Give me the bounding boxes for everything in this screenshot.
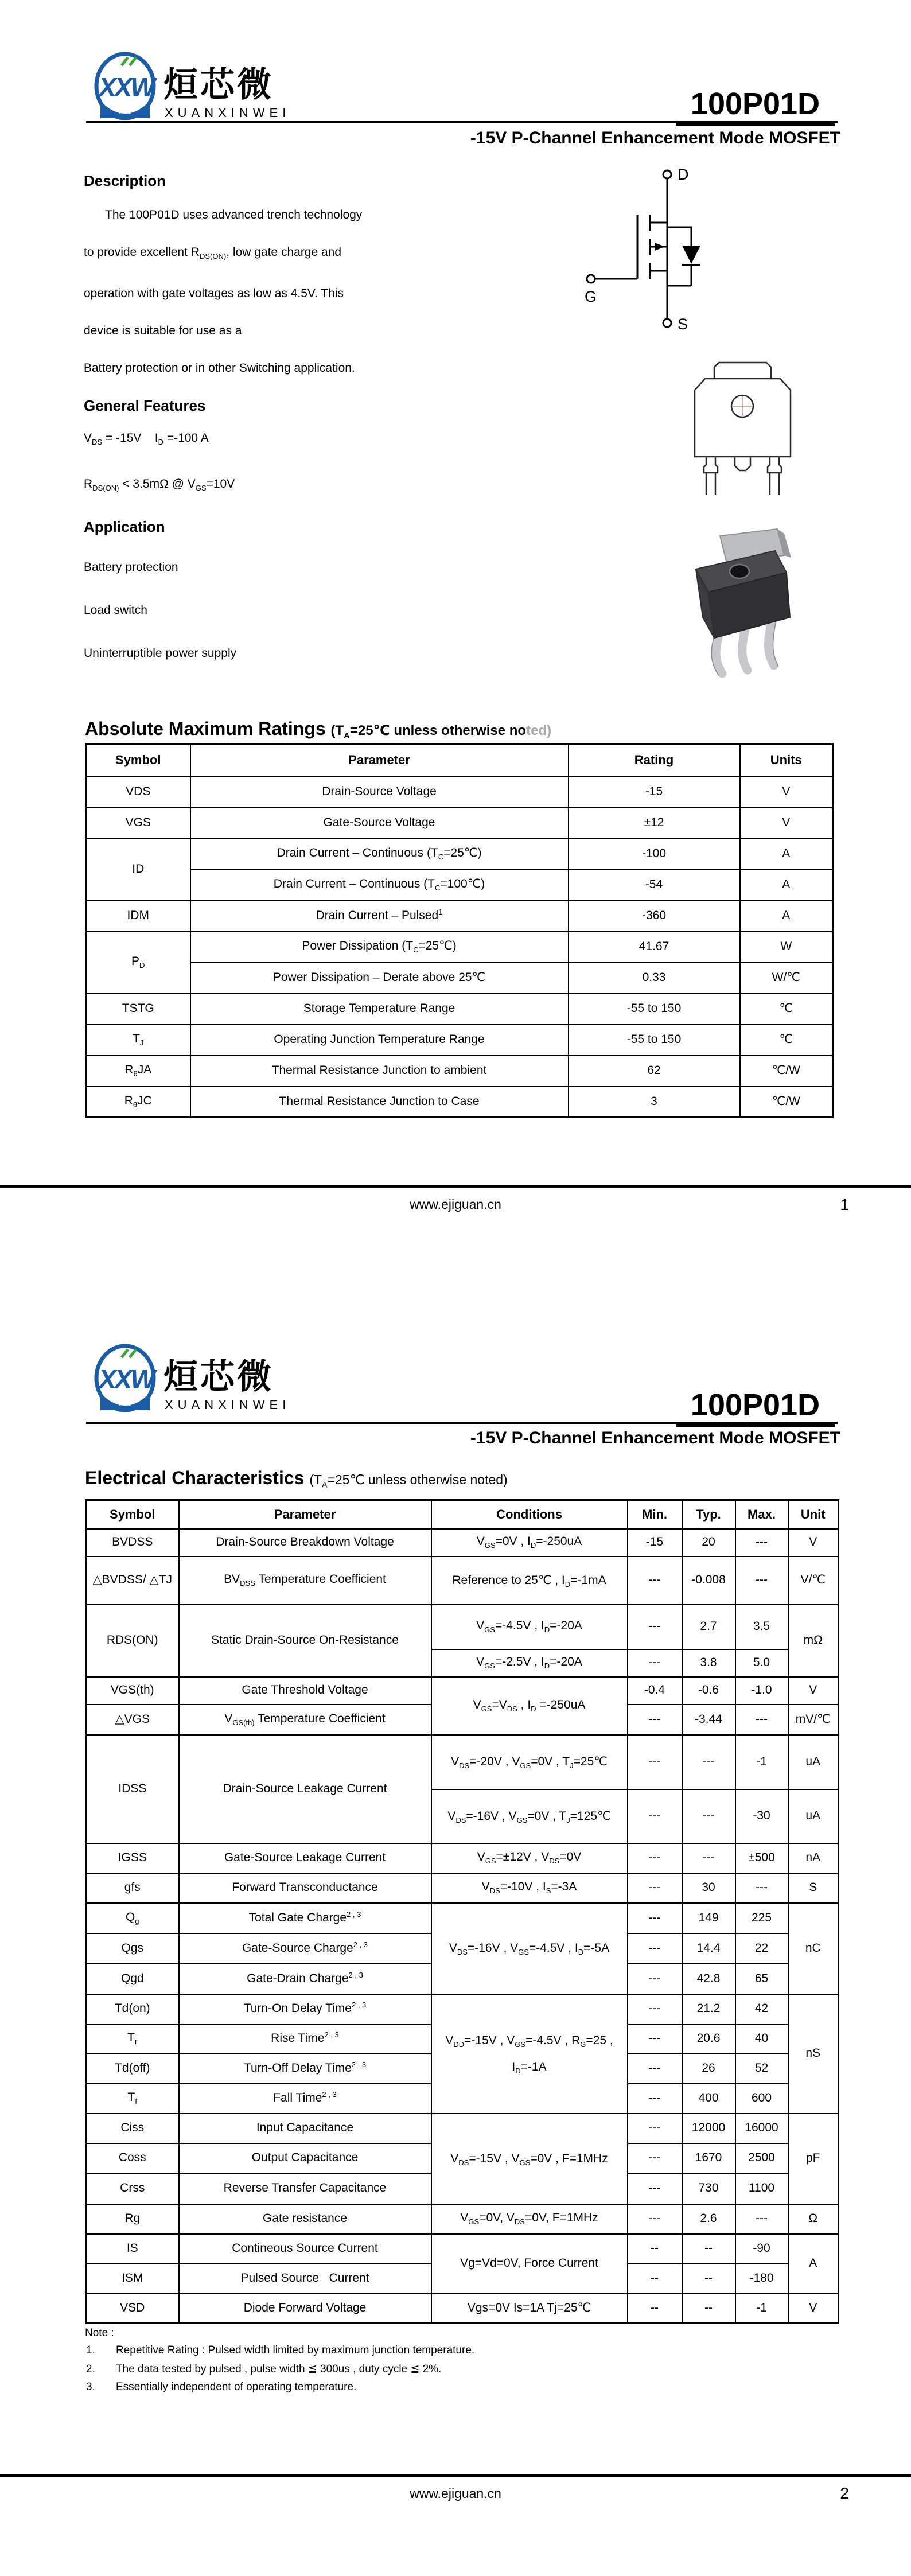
cell: -0.6 [682, 1677, 735, 1705]
table-header-row [86, 1500, 839, 1529]
col-unit: Unit [788, 1500, 839, 1529]
cell: 730 [682, 2173, 735, 2204]
note-number: 1. [86, 2344, 95, 2356]
cell: Td(on) [86, 1994, 179, 2024]
cell: Qgd [86, 1964, 179, 1994]
cell: nA [788, 1843, 839, 1873]
cell: -180 [735, 2264, 788, 2294]
description-line: Battery protection or in other Switching application. [84, 361, 355, 375]
cell: --- [682, 1789, 735, 1843]
col-conditions: Conditions [431, 1500, 628, 1529]
cell: mV/℃ [788, 1705, 839, 1735]
cell: --- [628, 1933, 682, 1964]
cell: ID [86, 839, 190, 901]
cell: 30 [682, 1873, 735, 1903]
cell: 52 [735, 2054, 788, 2084]
footer-website: www.ejiguan.cn [410, 2486, 501, 2501]
cell: --- [628, 1705, 682, 1735]
table-row [86, 1529, 839, 1557]
cell: Vgs=0V Is=1A Tj=25℃ [431, 2294, 628, 2324]
cell: -100 [569, 839, 740, 870]
note-text: Essentially independent of operating temperature. [116, 2381, 357, 2393]
logo-graphic [92, 1343, 310, 1417]
cell: A [788, 2234, 839, 2294]
table-row [86, 1557, 839, 1605]
cell: --- [682, 1843, 735, 1873]
footer-website: www.ejiguan.cn [410, 1197, 501, 1212]
cell: --- [628, 1735, 682, 1789]
logo-graphic [92, 50, 310, 125]
cell: 14.4 [682, 1933, 735, 1964]
cell: 600 [735, 2084, 788, 2114]
cell: Drain-Source Breakdown Voltage [179, 1529, 431, 1557]
cell: -- [682, 2264, 735, 2294]
table-row [86, 2114, 839, 2143]
cell: Power Dissipation – Derate above 25℃ [190, 963, 569, 994]
cell: 20 [682, 1529, 735, 1557]
cell: 1670 [682, 2143, 735, 2173]
cell: Drain Current – Pulsed$^1$ [190, 901, 569, 932]
table-row [86, 1087, 833, 1118]
cell: V [788, 1677, 839, 1705]
cell: uA [788, 1735, 839, 1789]
cell: 1100 [735, 2173, 788, 2204]
cell: BVDSS [86, 1529, 179, 1557]
cell: ISM [86, 2264, 179, 2294]
cell: -- [682, 2294, 735, 2324]
source-label: S [678, 316, 688, 333]
cell: Gate-Source Voltage [190, 808, 569, 839]
cell: 26 [682, 2054, 735, 2084]
abs-max-heading-text: Absolute Maximum Ratings [85, 718, 331, 739]
cell: --- [628, 1789, 682, 1843]
cell: A [740, 901, 833, 932]
cell: IDSS [86, 1735, 179, 1843]
cell: -55 to 150 [569, 1025, 740, 1056]
cell: $V_{GS(th)}$ Temperature Coefficient [179, 1705, 431, 1735]
cell: $V_{GS}=\pm 12V$ , $V_{DS}=0V$ [431, 1843, 628, 1873]
cell: VGS(th) [86, 1677, 179, 1705]
cell: --- [628, 1557, 682, 1605]
electrical-characteristics-table [85, 1499, 839, 2324]
cell: Power Dissipation $(T_C=25℃)$ [190, 932, 569, 963]
cell: $V_{DS}=-10V$ , $I_S=-3A$ [431, 1873, 628, 1903]
cell: 2.6 [682, 2204, 735, 2234]
cell: 400 [682, 2084, 735, 2114]
cell: Vg=Vd=0V, Force Current [431, 2234, 628, 2294]
cell: -3.44 [682, 1705, 735, 1735]
cell: --- [682, 1735, 735, 1789]
cell: $V_{DS}=-16V$ , $V_{GS}=0V$ , $T_J=125℃$ [431, 1789, 628, 1843]
cell: 3.8 [682, 1649, 735, 1677]
cell: ±12 [569, 808, 740, 839]
cell: --- [628, 2204, 682, 2234]
note-item [86, 2363, 441, 2376]
part-number-title: 100P01D [676, 1387, 835, 1427]
cell: Reverse Transfer Capacitance [179, 2173, 431, 2204]
cell: -1.0 [735, 1677, 788, 1705]
table-row [86, 870, 833, 901]
cell: Drain-Source Voltage [190, 777, 569, 808]
part-subtitle: -15V P-Channel Enhancement Mode MOSFET [470, 129, 840, 147]
cell: --- [628, 1964, 682, 1994]
notes-label: Note : [85, 2327, 114, 2339]
cell: Gate Threshold Voltage [179, 1677, 431, 1705]
cell: --- [735, 1557, 788, 1605]
cell: Output Capacitance [179, 2143, 431, 2173]
application-item: Battery protection [84, 561, 178, 574]
cell: Total Gate Charge$^{2 , 3}$ [179, 1903, 431, 1933]
cell: -- [628, 2264, 682, 2294]
channel-arrow [655, 243, 665, 251]
application-item: Uninterruptible power supply [84, 647, 237, 660]
col-symbol: Symbol [86, 744, 190, 777]
cell: --- [628, 1994, 682, 2024]
cell: Drain Current – Continuous $(T_C=25℃)$ [190, 839, 569, 870]
col-units: Units [740, 744, 833, 777]
cell: Ciss [86, 2114, 179, 2143]
cell: --- [735, 1705, 788, 1735]
note-text: The data tested by pulsed , pulse width ≦ 300us , duty cycle ≦ 2%. [116, 2363, 442, 2375]
cell: VSD [86, 2294, 179, 2324]
cell: --- [628, 2054, 682, 2084]
cell: -1 [735, 1735, 788, 1789]
description-line: device is suitable for use as a [84, 324, 242, 338]
cell: pF [788, 2114, 839, 2204]
cell: IS [86, 2234, 179, 2264]
cell: gfs [86, 1873, 179, 1903]
body-diode [682, 246, 700, 264]
page-number: 2 [840, 2484, 849, 2502]
cell: V [788, 1529, 839, 1557]
cell: ℃ [740, 994, 833, 1025]
cell: Storage Temperature Range [190, 994, 569, 1025]
cell: -1 [735, 2294, 788, 2324]
cell: $V_{GS}=0V$ , $I_D=-250uA$ [431, 1529, 628, 1557]
cell: △BVDSS/ △TJ [86, 1557, 179, 1605]
part-number-title: 100P01D [676, 86, 835, 126]
logo-green-accents [122, 57, 136, 65]
cell: --- [628, 2024, 682, 2054]
cell: Operating Junction Temperature Range [190, 1025, 569, 1056]
table-row [86, 2234, 839, 2264]
logo-diode-chord [100, 1393, 150, 1410]
table-row [86, 1605, 839, 1649]
cell: $R_\theta JC$ [86, 1087, 190, 1118]
cell: --- [735, 1873, 788, 1903]
cell: $T_r$ [86, 2024, 179, 2054]
package-3d-image [680, 528, 806, 688]
cell: VDS [86, 777, 190, 808]
cell: Rg [86, 2204, 179, 2234]
logo-green-accents [122, 1349, 136, 1357]
cell: Input Capacitance [179, 2114, 431, 2143]
cell: 16000 [735, 2114, 788, 2143]
cell: W [740, 932, 833, 963]
logo-xxw-text: XXW [99, 72, 154, 102]
cell: 2500 [735, 2143, 788, 2173]
table-header-row [86, 744, 833, 777]
cell: △VGS [86, 1705, 179, 1735]
note-number: 2. [86, 2363, 95, 2375]
cell: -90 [735, 2234, 788, 2264]
table-row [86, 2294, 839, 2324]
cell: $V_{GS}=0V$, $V_{DS}=0V$, F=1MHz [431, 2204, 628, 2234]
cell: 62 [569, 1056, 740, 1087]
table-row [86, 963, 833, 994]
cell: -30 [735, 1789, 788, 1843]
cell: ±500 [735, 1843, 788, 1873]
cell: Gate-Source Leakage Current [179, 1843, 431, 1873]
cell: Static Drain-Source On-Resistance [179, 1605, 431, 1677]
cell: $P_D$ [86, 932, 190, 994]
table-row [86, 932, 833, 963]
cell: TSTG [86, 994, 190, 1025]
cell: V [740, 777, 833, 808]
table-row [86, 777, 833, 808]
cell: --- [735, 2204, 788, 2234]
cell: --- [735, 1529, 788, 1557]
company-logo [92, 1343, 310, 1417]
cell: W/℃ [740, 963, 833, 994]
cell: 3.5 [735, 1605, 788, 1649]
col-symbol: Symbol [86, 1500, 179, 1529]
logo-cn-name: 烜芯微 [163, 65, 274, 104]
cell: Qgs [86, 1933, 179, 1964]
absolute-maximum-ratings-table [85, 743, 834, 1118]
cell: --- [628, 1903, 682, 1933]
cell: Gate-Drain Charge$^{2 , 3}$ [179, 1964, 431, 1994]
cell: mΩ [788, 1605, 839, 1677]
note-item [86, 2344, 474, 2357]
table-row [86, 1994, 839, 2024]
cell: 12000 [682, 2114, 735, 2143]
cell: nC [788, 1903, 839, 1994]
cell: Crss [86, 2173, 179, 2204]
cell: V [788, 2294, 839, 2324]
cell: 41.67 [569, 932, 740, 963]
cell: 2.7 [682, 1605, 735, 1649]
cell: Forward Transconductance [179, 1873, 431, 1903]
cell: V [740, 808, 833, 839]
application-heading: Application [84, 518, 165, 535]
cell: Diode Forward Voltage [179, 2294, 431, 2324]
table-row [86, 1843, 839, 1873]
cell: uA [788, 1789, 839, 1843]
cell: Turn-Off Delay Time$^{2 , 3}$ [179, 2054, 431, 2084]
cell: 5.0 [735, 1649, 788, 1677]
cell: 3 [569, 1087, 740, 1118]
description-heading: Description [84, 172, 166, 189]
cell: $V_{GS}=-4.5V$ , $I_D=-20A$ [431, 1605, 628, 1649]
feature-line: $V_{DS} = -15V$ $I_D =-100$ A [84, 431, 209, 447]
cell: -- [628, 2234, 682, 2264]
logo-diode-chord [100, 101, 150, 118]
cell: A [740, 839, 833, 870]
application-item: Load switch [84, 604, 147, 617]
mosfet-symbol-diagram [577, 165, 708, 363]
cell: --- [628, 1873, 682, 1903]
feature-line: $R_{DS(ON)} < 3.5m\Omega$ @ $V_{GS}=10V$ [84, 477, 235, 493]
cell: Gate-Source Charge$^{2 , 3}$ [179, 1933, 431, 1964]
cell: $V_{DS}=-16V$ , $V_{GS}=-4.5V$ , $I_D=-5A$ [431, 1903, 628, 1994]
note-text: Repetitive Rating : Pulsed width limited by maximum junction temperature. [116, 2344, 475, 2356]
cell: -15 [628, 1529, 682, 1557]
cell: Contineous Source Current [179, 2234, 431, 2264]
description-line: operation with gate voltages as low as 4.5V. This [84, 287, 344, 301]
cell: 40 [735, 2024, 788, 2054]
cell: 225 [735, 1903, 788, 1933]
cell: $V_{GS}=-2.5V$ , $I_D=-20A$ [431, 1649, 628, 1677]
cell: Pulsed Source Current [179, 2264, 431, 2294]
table-row [86, 1677, 839, 1705]
table-row [86, 901, 833, 932]
cell: ℃/W [740, 1056, 833, 1087]
cell: -15 [569, 777, 740, 808]
table-row [86, 1903, 839, 1933]
cell: $T_f$ [86, 2084, 179, 2114]
cell: --- [628, 1605, 682, 1649]
cell: S [788, 1873, 839, 1903]
cell: -360 [569, 901, 740, 932]
col-max: Max. [735, 1500, 788, 1529]
logo-cn-name: 烜芯微 [163, 1357, 274, 1396]
cell: --- [628, 1649, 682, 1677]
description-line: to provide excellent $R_{DS(ON)}$, low gate charge and [84, 246, 342, 261]
cell: Thermal Resistance Junction to Case [190, 1087, 569, 1118]
drain-label: D [678, 166, 689, 183]
table-row [86, 1873, 839, 1903]
cell: Drain Current – Continuous $(T_C=100℃)$ [190, 870, 569, 901]
cell: -55 to 150 [569, 994, 740, 1025]
cell: 65 [735, 1964, 788, 1994]
cell: --- [628, 2084, 682, 2114]
general-features-heading: General Features [84, 397, 206, 414]
table-row [86, 839, 833, 870]
table-row [86, 808, 833, 839]
col-parameter: Parameter [179, 1500, 431, 1529]
table-row [86, 994, 833, 1025]
cell: 0.33 [569, 963, 740, 994]
part-subtitle: -15V P-Channel Enhancement Mode MOSFET [470, 1429, 840, 1447]
abs-max-heading-note-faded: ted) [526, 723, 552, 738]
cell: Reference to 25℃ , $I_D=-1mA$ [431, 1557, 628, 1605]
cell: Gate resistance [179, 2204, 431, 2234]
table-row [86, 1735, 839, 1789]
company-logo [92, 50, 310, 125]
cell: ℃/W [740, 1087, 833, 1118]
col-typ: Typ. [682, 1500, 735, 1529]
abs-max-heading [85, 718, 551, 741]
cell: $R_\theta JA$ [86, 1056, 190, 1087]
col-parameter: Parameter [190, 744, 569, 777]
cell: 22 [735, 1933, 788, 1964]
cell: Td(off) [86, 2054, 179, 2084]
cell: 21.2 [682, 1994, 735, 2024]
cell: ℃ [740, 1025, 833, 1056]
cell: Fall Time$^{2 , 3}$ [179, 2084, 431, 2114]
cell: IDM [86, 901, 190, 932]
cell: V/℃ [788, 1557, 839, 1605]
elec-char-heading-text: Electrical Characteristics [85, 1468, 310, 1488]
cell: VGS [86, 808, 190, 839]
cell: Drain-Source Leakage Current [179, 1735, 431, 1843]
cell: RDS(ON) [86, 1605, 179, 1677]
cell: Turn-On Delay Time$^{2 , 3}$ [179, 1994, 431, 2024]
table-row [86, 1025, 833, 1056]
page-number: 1 [840, 1196, 849, 1213]
cell: --- [628, 1843, 682, 1873]
footer-rule [0, 2474, 911, 2477]
logo-xxw-text: XXW [99, 1364, 154, 1394]
cell: $Q_g$ [86, 1903, 179, 1933]
note-item [86, 2381, 356, 2394]
elec-char-heading [85, 1468, 508, 1490]
col-rating: Rating [569, 744, 740, 777]
cell: -0.4 [628, 1677, 682, 1705]
cell: A [740, 870, 833, 901]
cell: -- [682, 2234, 735, 2264]
description-line: The 100P01D uses advanced trench technology [105, 208, 363, 221]
note-number: 3. [86, 2381, 95, 2393]
cell: 20.6 [682, 2024, 735, 2054]
elec-char-heading-note: ($T_A=25℃$ unless otherwise noted) [309, 1472, 508, 1490]
cell: Coss [86, 2143, 179, 2173]
logo-en-name: XUANXINWEI [165, 1398, 291, 1412]
description-paragraph [84, 196, 439, 387]
cell: IGSS [86, 1843, 179, 1873]
col-min: Min. [628, 1500, 682, 1529]
cell: $V_{DS}=-15V$ , $V_{GS}=0V$ , F=1MHz [431, 2114, 628, 2204]
cell: 42.8 [682, 1964, 735, 1994]
cell: nS [788, 1994, 839, 2114]
cell: --- [628, 2173, 682, 2204]
cell: Ω [788, 2204, 839, 2234]
gate-label: G [585, 288, 597, 305]
cell: $V_{GS}=V_{DS}$ , $I_D =-250uA$ [431, 1677, 628, 1735]
cell: Rise Time$^{2 , 3}$ [179, 2024, 431, 2054]
cell: $V_{DS}=-20V$ , $V_{GS}=0V$ , $T_J=25℃$ [431, 1735, 628, 1789]
cell: -0.008 [682, 1557, 735, 1605]
table-row [86, 2204, 839, 2234]
cell: -54 [569, 870, 740, 901]
cell: Thermal Resistance Junction to ambient [190, 1056, 569, 1087]
cell: -- [628, 2294, 682, 2324]
logo-en-name: XUANXINWEI [165, 106, 291, 120]
cell: 149 [682, 1903, 735, 1933]
table-row [86, 1056, 833, 1087]
cell: $V_{DD}=-15V$ , $V_{GS}=-4.5V$ , $R_G=25$ , $I_D=-1A$ [431, 1994, 628, 2114]
cell: --- [628, 2143, 682, 2173]
package-outline-drawing [684, 360, 802, 495]
abs-max-heading-note: ($T_A=25℃$ unless otherwise no [330, 723, 527, 741]
cell: $BV_{DSS}$ Temperature Coefficient [179, 1557, 431, 1605]
cell: 42 [735, 1994, 788, 2024]
cell: $T_J$ [86, 1025, 190, 1056]
cell: --- [628, 2114, 682, 2143]
footer-rule [0, 1185, 911, 1188]
